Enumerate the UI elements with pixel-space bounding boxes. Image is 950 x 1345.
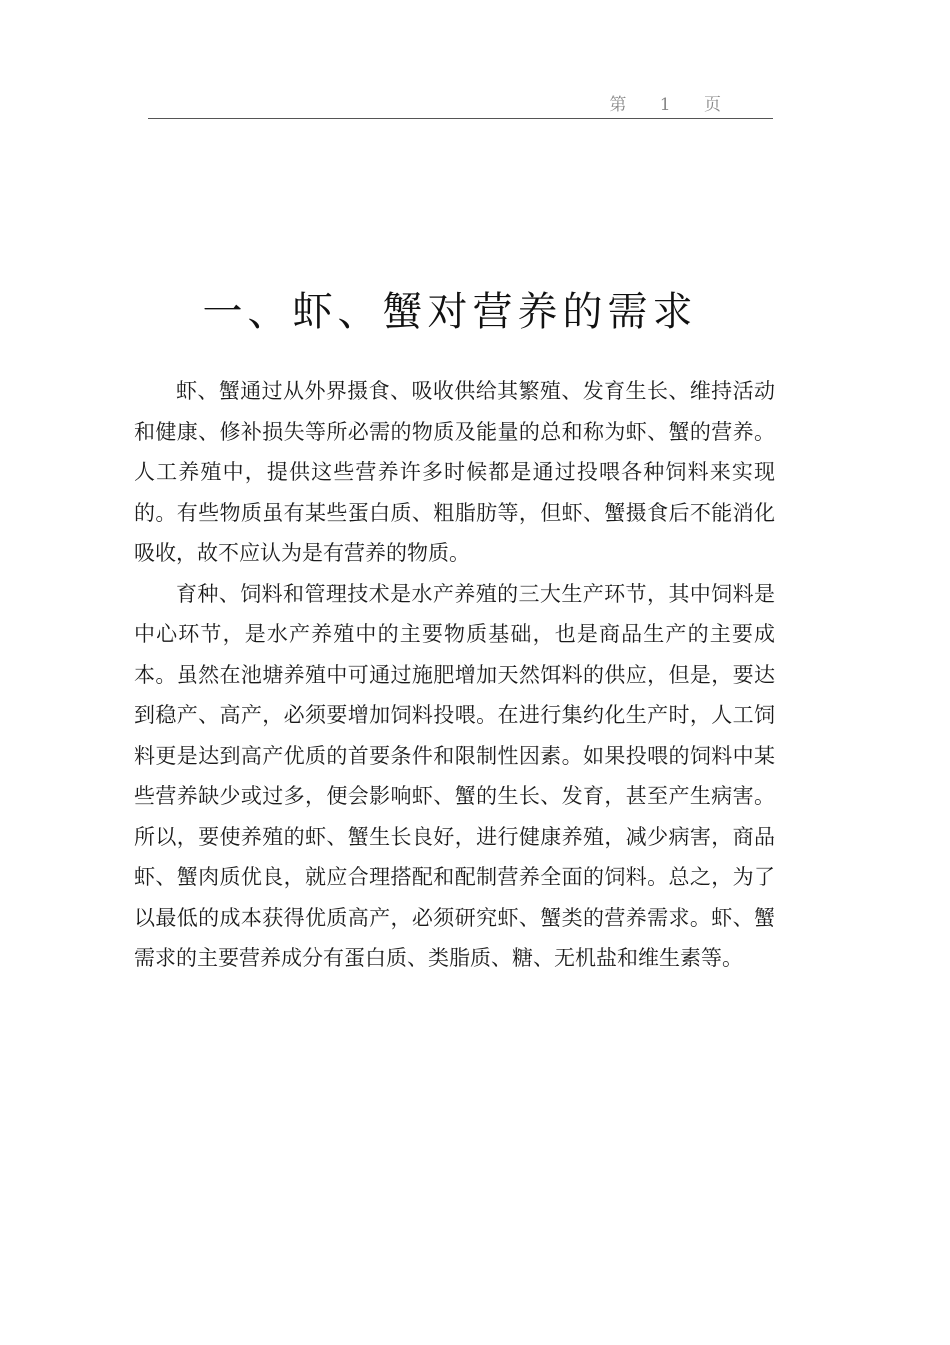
- chapter-title: 一、虾、蟹对营养的需求: [202, 289, 698, 335]
- page-number: 第 1 页: [609, 95, 735, 115]
- paragraph-nutrition-definition: 虾、蟹通过从外界摄食、吸收供给其繁殖、发育生长、维持活动和健康、修补损失等所必需的物质及能量的总和称为虾、蟹的营养。人工养殖中，提供这些营养许多时候都是通过投喂各种饲料来实现的。有些物质虽有某些蛋白质、粗脂肪等，但虾、蟹摄食后不能消化吸收，故不应认为是有营养的物质。: [134, 379, 775, 565]
- body-text: [134, 371, 775, 979]
- paragraph-feed-importance: 育种、饲料和管理技术是水产养殖的三大生产环节，其中饲料是中心环节，是水产养殖中的主要物质基础，也是商品生产的主要成本。虽然在池塘养殖中可通过施肥增加天然饵料的供应，但是，要达到稳产、高产，必须要增加饲料投喂。在进行集约化生产时，人工饲料更是达到高产优质的首要条件和限制性因素。如果投喂的饲料中某些营养缺少或过多，便会影响虾、蟹的生长、发育，甚至产生病害。所以，要使养殖的虾、蟹生长良好，进行健康养殖，减少病害，商品虾、蟹肉质优良，就应合理搭配和配制营养全面的饲料。总之，为了以最低的成本获得优质高产，必须研究虾、蟹类的营养需求。虾、蟹需求的主要营养成分有蛋白质、类脂质、糖、无机盐和维生素等。: [134, 581, 775, 970]
- page-header: [148, 86, 773, 119]
